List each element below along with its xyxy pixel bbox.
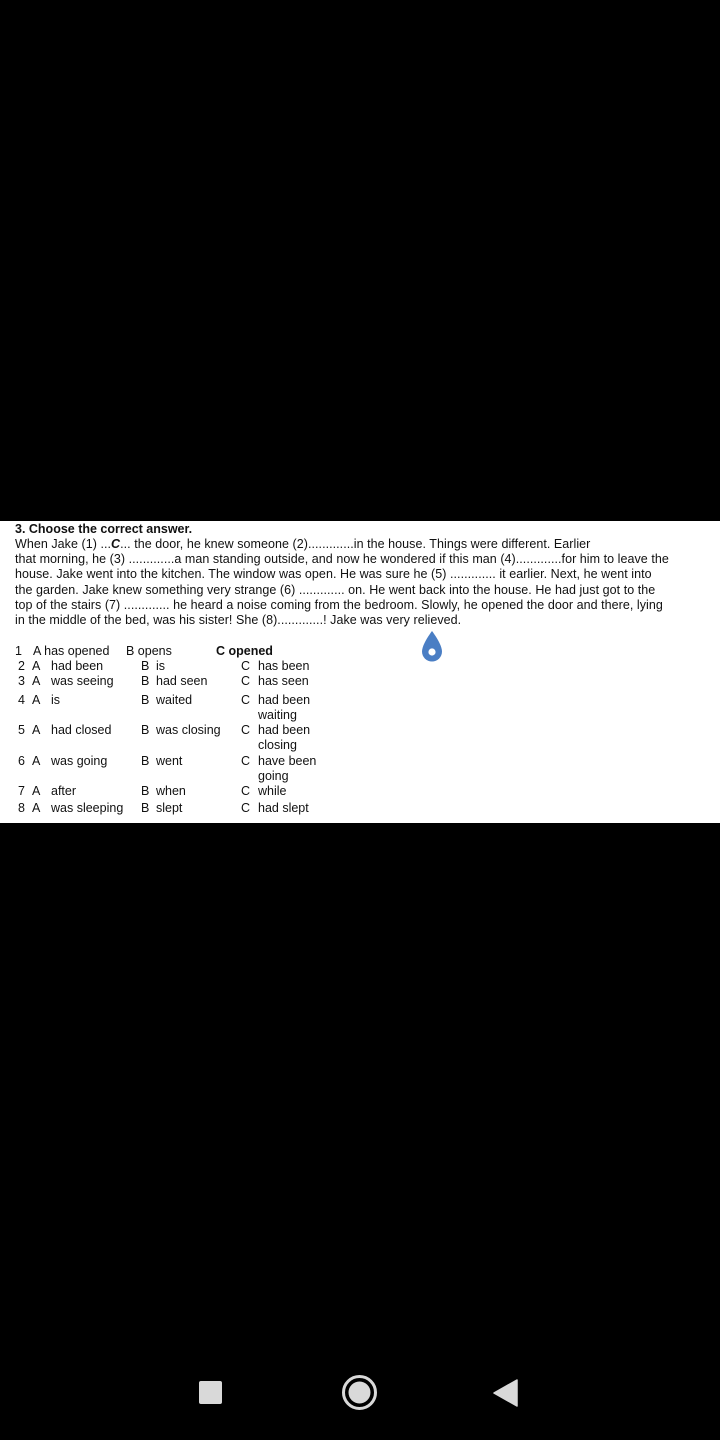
exercise-paragraph: [15, 537, 713, 628]
option-b-letter: B: [141, 723, 150, 737]
option-a: was sleeping: [51, 801, 124, 815]
question-number: 6: [18, 754, 25, 768]
option-a-letter: A: [32, 801, 41, 815]
option-c: had slept: [258, 801, 309, 815]
option-b-letter: B: [141, 801, 150, 815]
option-c: has seen: [258, 674, 309, 688]
option-c-letter: C: [241, 674, 251, 688]
option-c-letter: C: [241, 659, 251, 673]
option-a: had closed: [51, 723, 112, 737]
option-c: has been: [258, 659, 310, 673]
option-c: have been: [258, 754, 317, 768]
option-b: B opens: [126, 644, 172, 658]
option-b: when: [156, 784, 186, 798]
option-c: had been: [258, 723, 311, 737]
option-a-letter: A: [32, 784, 41, 798]
location-drop-icon[interactable]: [420, 630, 444, 666]
document-page: [0, 521, 720, 823]
paragraph-line: that morning, he (3) .............a man standing outside, and now he wondered if this man (4).............for him to leave the: [15, 552, 669, 567]
option-b-letter: B: [141, 784, 150, 798]
option-c-continued: closing: [258, 738, 297, 752]
square-icon[interactable]: [199, 1381, 222, 1404]
option-c-continued: going: [258, 769, 289, 783]
option-c-correct: C opened: [216, 644, 273, 658]
filled-answer: C: [111, 537, 121, 551]
option-c-letter: C: [241, 693, 251, 707]
option-a: is: [51, 693, 61, 707]
option-b-letter: B: [141, 693, 150, 707]
option-b: had seen: [156, 674, 208, 688]
question-number: 5: [18, 723, 25, 737]
paragraph-line: the garden. Jake knew something very strange (6) ............. on. He went back into the house. He had just got to the: [15, 582, 656, 597]
option-a-letter: A: [32, 659, 41, 673]
option-a-letter: A: [32, 723, 41, 737]
option-b: was closing: [156, 723, 221, 737]
question-number: 2: [18, 659, 25, 673]
option-a: had been: [51, 659, 104, 673]
option-c-letter: C: [241, 754, 251, 768]
circle-icon[interactable]: [341, 1374, 378, 1411]
option-c-letter: C: [241, 801, 251, 815]
question-number: 1: [15, 644, 22, 658]
option-a-letter: A: [32, 693, 41, 707]
triangle-back-icon[interactable]: [493, 1379, 518, 1407]
question-number: 3: [18, 674, 25, 688]
exercise-title: 3. Choose the correct answer.: [15, 522, 193, 536]
paragraph-line: in the middle of the bed, was his sister! She (8).............! Jake was very relieved.: [15, 613, 462, 628]
option-b-letter: B: [141, 674, 150, 688]
option-c: while: [258, 784, 287, 798]
option-a: A has opened: [33, 644, 110, 658]
option-b: waited: [156, 693, 193, 707]
question-number: 7: [18, 784, 25, 798]
option-b-letter: B: [141, 659, 150, 673]
question-number: 4: [18, 693, 25, 707]
navigation-bar: [0, 1352, 720, 1432]
paragraph-line: When Jake (1) ...C... the door, he knew someone (2).............in the house. Things were different. Earlier: [15, 537, 591, 551]
option-b: is: [156, 659, 166, 673]
option-a-letter: A: [32, 674, 41, 688]
option-c: had been: [258, 693, 311, 707]
option-b: slept: [156, 801, 183, 815]
option-a-letter: A: [32, 754, 41, 768]
option-c-continued: waiting: [258, 708, 297, 722]
option-c-letter: C: [241, 723, 251, 737]
option-a: after: [51, 784, 77, 798]
option-b: went: [156, 754, 183, 768]
option-b-letter: B: [141, 754, 150, 768]
option-a: was seeing: [51, 674, 114, 688]
question-number: 8: [18, 801, 25, 815]
paragraph-line: house. Jake went into the kitchen. The window was open. He was sure he (5) ............. it earlier. Next, he went into: [15, 567, 652, 582]
paragraph-line: top of the stairs (7) ............. he heard a noise coming from the bedroom. Slowly, he opened the door and there, lying: [15, 597, 663, 612]
option-c-letter: C: [241, 784, 251, 798]
option-a: was going: [51, 754, 108, 768]
